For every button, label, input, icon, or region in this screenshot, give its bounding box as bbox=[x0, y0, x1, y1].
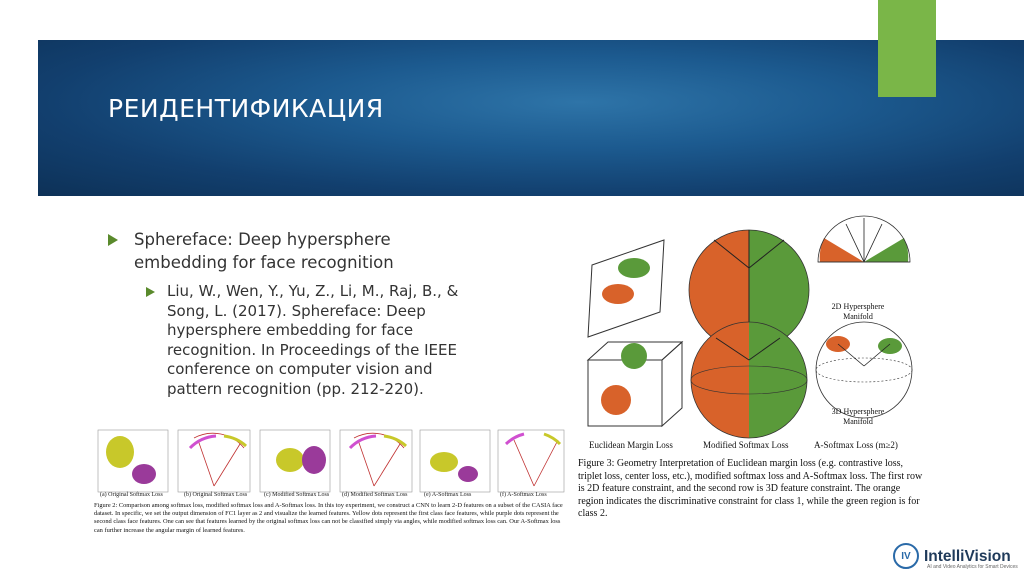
bullet-main bbox=[108, 228, 468, 274]
figure-2-plots bbox=[94, 426, 566, 500]
fig3-label-euclidean: Euclidean Margin Loss bbox=[589, 440, 673, 450]
fig3-label-2d: 2D Hypersphere Manifold bbox=[831, 302, 885, 321]
fig3-label-3d: 3D Hypersphere Manifold bbox=[831, 407, 885, 426]
fig3-label-asoftmax: A-Softmax Loss (m≥2) bbox=[814, 440, 898, 450]
bullet-sub bbox=[146, 282, 476, 399]
bullet-main-text: Sphereface: Deep hypersphere embedding for face recognition bbox=[134, 230, 394, 272]
fig3-label-modified: Modified Softmax Loss bbox=[703, 440, 789, 450]
fig2-sub-a: (a) Original Softmax Loss bbox=[100, 492, 163, 498]
fig2-sub-e: (e) A-Softmax Loss bbox=[424, 492, 472, 498]
fig3-caption: Figure 3: Geometry Interpretation of Euclidean margin loss (e.g. contrastive loss, triplet loss, center loss, etc.), modified softmax loss and A-Softmax loss. The first row is 2D feature constraint, and the second row is 3D feature constraint. The orange region indicates the discriminative constraint for class 1, while the green region is for class 2. bbox=[578, 458, 923, 520]
fig2-caption: Figure 2: Comparison among softmax loss, modified softmax loss and A-Softmax loss. In this toy experiment, we construct a CNN to learn 2-D features on a subset of the CASIA face dataset. In specific, we set the output dimension of FC1 layer as 2 and visualize the learned features. Yellow dots represent the first class face features, while purple dots represent the second class face features. One can see that features learned by the original softmax loss can not be classified simply via angles, while modified softmax loss can. Our A-Softmax loss can further increase the angular margin of learned features. bbox=[94, 502, 563, 534]
fig2-sub-b: (b) Original Softmax Loss bbox=[184, 492, 248, 498]
bullet-arrow-icon bbox=[146, 287, 155, 297]
accent-tab bbox=[878, 0, 936, 97]
fig2-sub-d: (d) Modified Softmax Loss bbox=[342, 492, 408, 498]
fig2-sub-f: (f) A-Softmax Loss bbox=[500, 492, 547, 498]
logo-name: IntelliVision bbox=[924, 547, 1011, 565]
slide-title: РЕИДЕНТИФИКАЦИЯ bbox=[108, 94, 384, 123]
bullet-arrow-icon bbox=[108, 234, 118, 246]
iv-logo-icon: IV bbox=[893, 543, 919, 569]
logo-tagline: AI and Video Analytics for Smart Devices bbox=[927, 564, 1018, 570]
fig2-sub-c: (c) Modified Softmax Loss bbox=[264, 492, 330, 498]
bullet-sub-text: Liu, W., Wen, Y., Yu, Z., Li, M., Raj, B., & Song, L. (2017). Sphereface: Deep hypersphere embedding for face recognition. In Proceedings of the IEEE conference on computer vision and pattern recognition (pp. 212-220). bbox=[167, 282, 459, 398]
figure-2-graphic bbox=[94, 426, 566, 500]
